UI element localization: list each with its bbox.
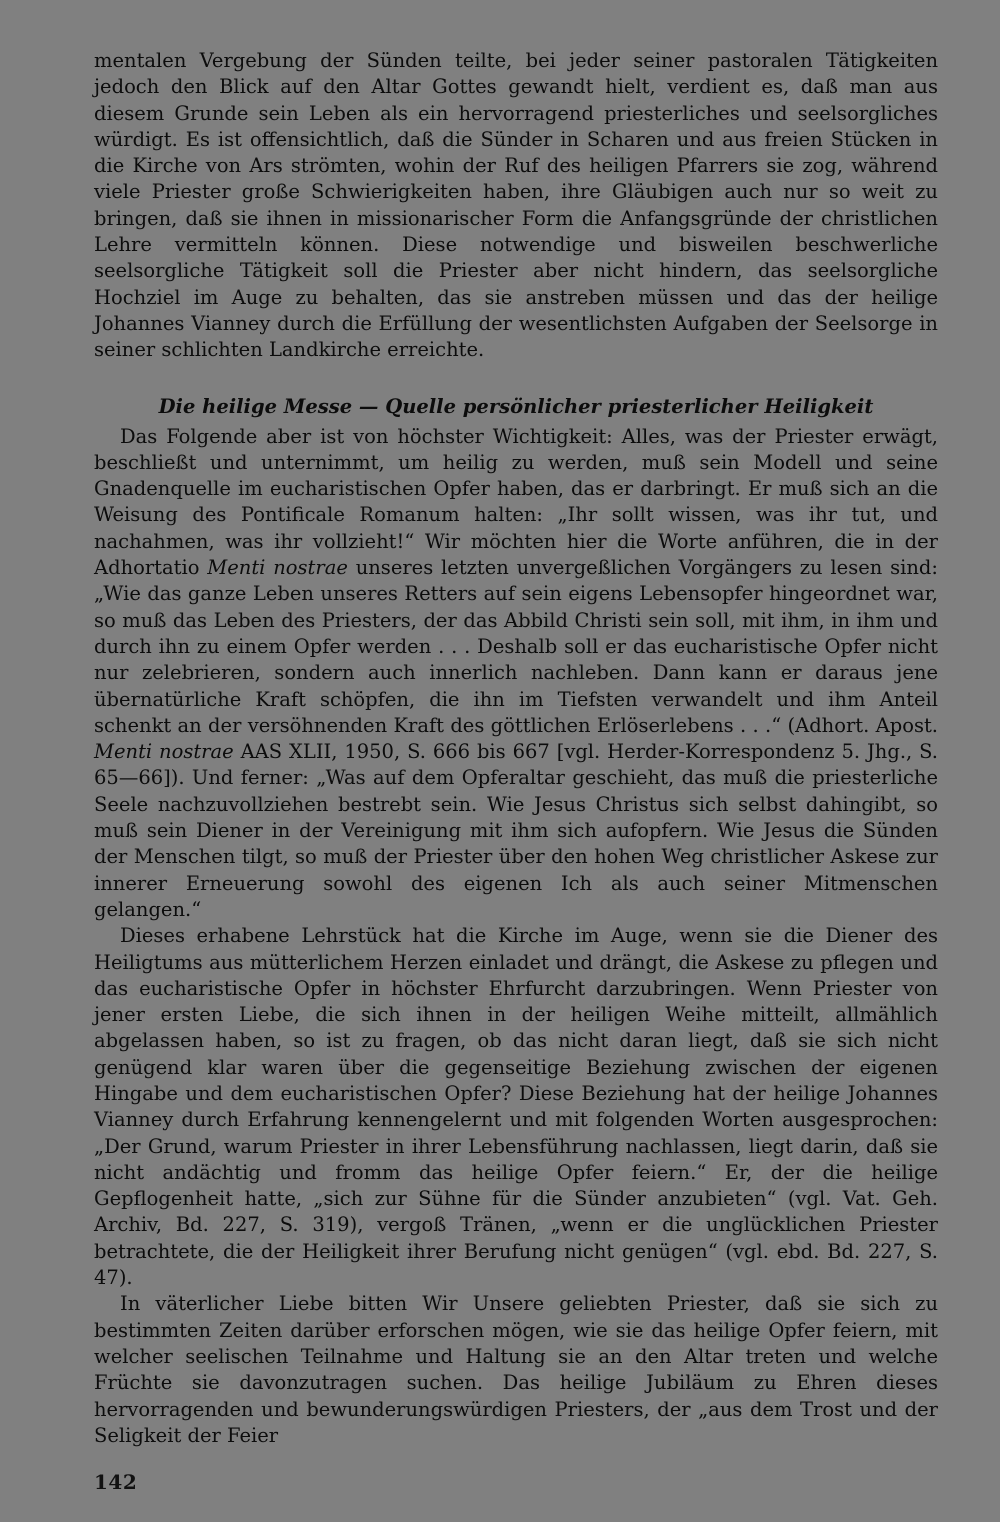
paragraph-1: mentalen Vergebung der Sünden teilte, bei jeder seiner pastoralen Tätigkeiten jedoch den Blick auf den Altar Gottes gewandt hielt, verdient es, daß man aus diesem Grunde sein Leben als ein hervorragend priesterliches und seelsorgliches würdigt. Es ist offensichtlich, daß die Sünder in Scharen und aus freien Stücken in die Kirche von Ars strömten, wohin der Ruf des heiligen Pfarrers sie zog, während viele Priester große Schwierigkeiten haben, ihre Gläubigen auch nur so weit zu bringen, daß sie ihnen in missionarischer Form die Anfangsgründe der christlichen Lehre vermitteln können. Diese notwendige und bisweilen beschwerliche seelsorgliche Tätigkeit soll die Priester aber nicht hindern, das seelsorgliche Hochziel im Auge zu behalten, das sie anstreben müssen und das der heilige Johannes Vianney durch die Erfüllung der wesentlichsten Aufgaben der Seelsorge in seiner schlichten Landkirche erreichte. xyxy=(94,49,938,362)
paragraph-2-part-c: AAS XLII, 1950, S. 666 bis 667 [vgl. Herder-Korrespondenz 5. Jhg., S. 65—66]). Und ferner: „Was auf dem Opferaltar geschieht, das muß die priesterliche Seele nachzuvollziehen bestrebt sein. Wie Jesus Christus sich selbst dahingibt, so muß sein Diener in der Vereinigung mit ihm sich aufopfern. Wie Jesus die Sünden der Menschen tilgt, so muß der Priester über den hohen Weg christlicher Askese zur innerer Erneuerung sowohl des eigenen Ich als auch seiner Mitmenschen gelangen.“ xyxy=(94,740,938,921)
paragraph-2-part-a: Das Folgende aber ist von höchster Wichtigkeit: Alles, was der Priester erwägt, beschließt und unternimmt, um heilig zu werden, muß sein Modell und seine Gnadenquelle im eucharistischen Opfer haben, das er darbringt. Er muß sich an die Weisung des Pontificale Romanum halten: „Ihr sollt wissen, was ihr tut, und nachahmen, was ihr vollzieht!“ Wir möchten hier die Worte anführen, die in der Adhortatio xyxy=(94,424,938,580)
paragraph-3: Dieses erhabene Lehrstück hat die Kirche im Auge, wenn sie die Diener des Heiligtums aus mütterlichem Herzen einladet und drängt, die Askese zu pflegen und das eucharistische Opfer in höchster Ehrfurcht darzubringen. Wenn Priester von jener ersten Liebe, die sich ihnen in der heiligen Weihe mitteilt, allmählich abgelassen haben, so ist zu fragen, ob das nicht daran liegt, daß sie sich nicht genügend klar waren über die gegenseitige Beziehung zwischen der eigenen Hingabe und dem eucharistischen Opfer? Diese Beziehung hat der heilige Johannes Vianney durch Erfahrung kennengelernt und mit folgenden Worten ausgesprochen: „Der Grund, warum Priester in ihrer Lebensführung nachlassen, liegt darin, daß sie nicht andächtig und fromm das heilige Opfer feiern.“ Er, der die heilige Gepflogenheit hatte, „sich zur Sühne für die Sünder anzubieten“ (vgl. Vat. Geh. Archiv, Bd. 227, S. 319), vergoß Tränen, „wenn er die unglücklichen Priester betrachtete, die der Heiligkeit ihrer Berufung nicht genügen“ (vgl. ebd. Bd. 227, S. 47). xyxy=(94,924,938,1290)
paragraph-2-italic-title-1: Menti nostrae xyxy=(207,556,348,580)
paragraph-4: In väterlicher Liebe bitten Wir Unsere geliebten Priester, daß sie sich zu bestimmten Zeiten darüber erforschen mögen, wie sie das heilige Opfer feiern, mit welcher seelischen Teilnahme und Haltung sie an den Altar treten und welche Früchte sie davonzutragen suchen. Das heilige Jubiläum zu Ehren dieses hervorragenden und bewunderungswürdigen Priesters, der „aus dem Trost und der Seligkeit der Feier xyxy=(94,1292,938,1447)
paragraph-2-italic-title-2: Menti nostrae xyxy=(94,740,234,764)
paragraph-2-part-b: unseres letzten unvergeßlichen Vorgängers zu lesen sind: „Wie das ganze Leben unseres Retters auf sein eigens Lebensopfer hingeordnet war, so muß das Leben des Priesters, der das Abbild Christi sein soll, mit ihm, in ihm und durch ihn zu einem Opfer werden . . . Deshalb soll er das eucharistische Opfer nicht nur zelebrieren, sondern auch innerlich nachleben. Dann kann er daraus jene übernatürliche Kraft schöpfen, die ihn im Tiefsten verwandelt und ihm Anteil schenkt an der versöhnenden Kraft des göttlichen Erlöserlebens . . .“ (Adhort. Apost. xyxy=(94,556,938,737)
section-heading: Die heilige Messe — Quelle persönlicher priesterlicher Heiligkeit xyxy=(158,394,874,418)
page-number: 142 xyxy=(94,1470,138,1494)
document-page xyxy=(94,48,938,1449)
paragraph-2 xyxy=(94,424,938,924)
